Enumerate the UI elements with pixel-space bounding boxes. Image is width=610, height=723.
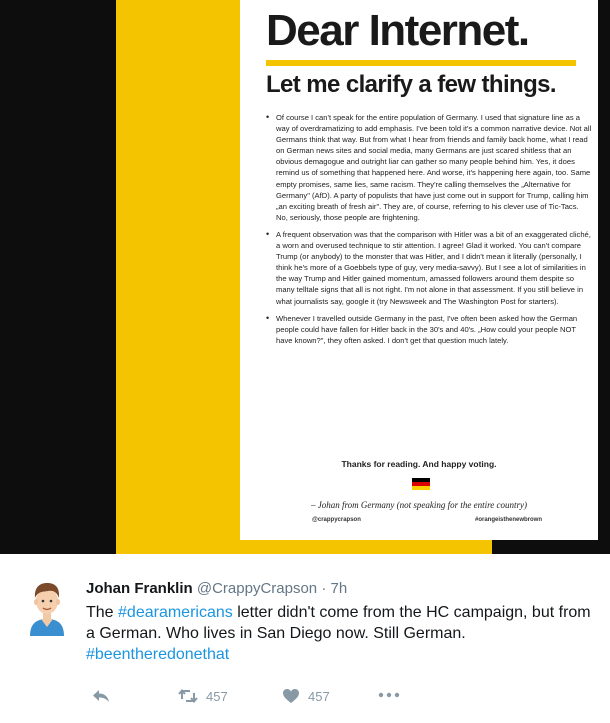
retweet-count: 457 [206, 688, 228, 704]
retweet-icon [178, 688, 198, 704]
letter-handle-right: #orangeisthenewbrown [474, 517, 542, 523]
more-dots-icon [378, 690, 400, 700]
avatar-illustration-icon [26, 580, 68, 636]
retweet-button[interactable] [178, 688, 228, 704]
letter-poster [116, 0, 592, 554]
headline-underline [266, 60, 576, 66]
letter-closing: Thanks for reading. And happy voting. [341, 459, 497, 469]
letter-paper [240, 0, 598, 540]
letter-paragraph-2: • A frequent observation was that the comparison with Hitler was a bit of an exaggerated cliché, a worn and overused technique to stir attention. I agree! Glad it worked. You can't compare Trump (or anybody) to the monster that was Hitler, and I didn't mean it literally (personally, I think he's more of a Goebbels type of guy, very media-savvy). But I see a lot of similarities in the way Trump and Hitler gained momentum, amassed followers around them despite so many telltale signs that all is not right. I'm not alone in that assessment. If you still believe in what journalists say, google it (try Newsweek and The Washington Post for starters). [276, 229, 592, 307]
poster-headline: Dear Internet. [266, 6, 529, 55]
letter-handle-left: @crappycrapson [312, 517, 361, 523]
letter-paragraph-3: • Whenever I travelled outside Germany in the past, I've often been asked how the German people could have fallen for Hitler back in the 30's and 40's. „How could your people NOT have known?", they often asked. I don't get that question much lately. [276, 313, 592, 346]
author-handle[interactable]: @CrappyCrapson [196, 580, 318, 597]
tweet-actions [92, 688, 412, 708]
hashtag-dearamericans[interactable]: #dearamericans [118, 604, 233, 621]
german-flag-icon [412, 478, 430, 490]
tweet-author-line [86, 580, 347, 597]
author-name[interactable]: Johan Franklin [86, 580, 193, 597]
reply-button[interactable] [92, 688, 110, 704]
like-count: 457 [308, 688, 330, 704]
heart-icon [282, 688, 300, 704]
tweet-separator: · [321, 580, 327, 597]
avatar[interactable] [26, 580, 68, 636]
letter-handles [312, 517, 542, 523]
tweet-text-start: The [86, 604, 119, 621]
tweet-timestamp[interactable]: 7h [330, 580, 348, 597]
flag-stripe-gold [412, 486, 430, 490]
tweet-card [0, 554, 610, 723]
tweet-text-body: letter didn't come from the HC campaign, but from a German. Who lives in San Diego now. Still German. [86, 604, 591, 642]
hashtag-beentheredonethat[interactable]: #beentheredonethat [86, 646, 230, 663]
tweet-text [86, 602, 591, 665]
reply-icon [92, 688, 110, 704]
more-button[interactable] [378, 690, 400, 700]
letter-signature: – Johan from Germany (not speaking for the entire country) [310, 500, 528, 510]
letter-paragraph-1: • Of course I can't speak for the entire population of Germany. I used that signature line as a way of overdramatizing to add emphasis. I've been told it's a common narrative device. Not all Germans think that way. But from what I hear from friends and family back home, what I read on German news sites and social media, many Germans are just scared shitless that an obvious demagogue and outright liar can gather so many people behind him. Yes, it does remind us of something that happened here. And worse, it's happening here again, too. Same empty promises, same lies, same racism. They're calling themselves the „Alternative for Germany" (AfD). A party of populists that have just come out in support for Trump, calling him „an exciting breath of fresh air". They are, of course, referring to his clever use of Tic-Tacs. No, seriously, those people are frightening. [276, 112, 592, 223]
letter-bullet-list [264, 112, 592, 352]
poster-subheadline: Let me clarify a few things. [266, 71, 556, 98]
like-button[interactable] [282, 688, 330, 704]
